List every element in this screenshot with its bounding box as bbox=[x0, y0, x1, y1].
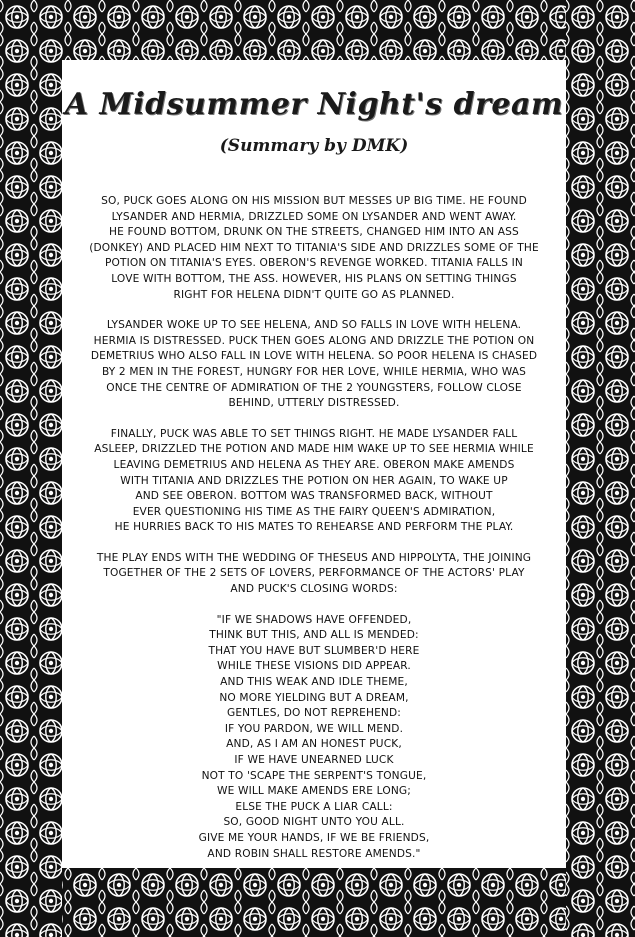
ornamental-border-top bbox=[0, 0, 635, 60]
ornamental-border-left bbox=[0, 0, 62, 937]
page-subtitle: (Summary by DMK) bbox=[219, 136, 409, 156]
summary-paragraph: LYSANDER WOKE UP TO SEE HELENA, AND SO FALLS IN LOVE WITH HELENA. HERMIA IS DISTRESSED. PUCK THEN GOES ALONG AND DRIZZLE THE POTION ON DEMETRIUS WHO ALSO FALL IN LOVE WITH HELENA. SO POOR HELENA IS CHASED BY 2 MEN IN THE FOREST, HUNGRY FOR HER LOVE, WHILE HERMIA, WHO WAS ONCE THE CENTRE OF ADMIRATION OF THE 2 YOUNGSTERS, FOLLOW CLOSE BEHIND, UTTERLY DISTRESSED. bbox=[90, 319, 538, 410]
text-panel bbox=[62, 60, 566, 868]
ornamental-border-bottom bbox=[0, 868, 635, 937]
summary-body bbox=[82, 194, 546, 862]
summary-paragraph: FINALLY, PUCK WAS ABLE TO SET THINGS RIGHT. HE MADE LYSANDER FALL ASLEEP, DRIZZLED THE POTION AND MADE HIM WAKE UP TO SEE HERMIA WHILE LEAVING DEMETRIUS AND HELENA AS THEY ARE. OBERON MAKE AMENDS WITH TITANIA AND DRIZZLES THE POTION ON HER AGAIN, TO WAKE UP AND SEE OBERON. BOTTOM WAS TRANSFORMED BACK, WITHOUT EVER QUESTIONING HIS TIME AS THE FAIRY QUEEN'S ADMIRATION, HE HURRIES BACK TO HIS MATES TO REHEARSE AND PERFORM THE PLAY. bbox=[94, 427, 534, 534]
page-title: A Midsummer Night's dream bbox=[64, 87, 564, 122]
ornamental-border-right bbox=[566, 0, 635, 937]
summary-paragraph: THE PLAY ENDS WITH THE WEDDING OF THESEUS AND HIPPOLYTA, THE JOINING TOGETHER OF THE 2 SETS OF LOVERS, PERFORMANCE OF THE ACTORS' PLAY AND PUCK'S CLOSING WORDS: bbox=[96, 551, 532, 596]
closing-poem: "IF WE SHADOWS HAVE OFFENDED, THINK BUT THIS, AND ALL IS MENDED: THAT YOU HAVE BUT SLUMBER'D HERE WHILE THESE VISIONS DID APPEAR. AND THIS WEAK AND IDLE THEME, NO MORE YIELDING BUT A DREAM, GENTLES, DO NOT REPREHEND: IF YOU PARDON, WE WILL MEND. AND, AS I AM AN HONEST PUCK, IF WE HAVE UNEARNED LUCK NOT TO 'SCAPE THE SERPENT'S TONGUE, WE WILL MAKE AMENDS ERE LONG; ELSE THE PUCK A LIAR CALL: SO, GOOD NIGHT UNTO YOU ALL. GIVE ME YOUR HANDS, IF WE BE FRIENDS, AND ROBIN SHALL RESTORE AMENDS." bbox=[198, 613, 430, 860]
summary-paragraph: SO, PUCK GOES ALONG ON HIS MISSION BUT MESSES UP BIG TIME. HE FOUND LYSANDER AND HERMIA, DRIZZLED SOME ON LYSANDER AND WENT AWAY. HE FOUND BOTTOM, DRUNK ON THE STREETS, CHANGED HIM INTO AN ASS (DONKEY) AND PLACED HIM NEXT TO TITANIA'S SIDE AND DRIZZLES SOME OF THE POTION ON TITANIA'S EYES. OBERON'S REVENGE WORKED. TITANIA FALLS IN LOVE WITH BOTTOM, THE ASS. HOWEVER, HIS PLANS ON SETTING THINGS RIGHT FOR HELENA DIDN'T QUITE GO AS PLANNED. bbox=[89, 195, 539, 301]
